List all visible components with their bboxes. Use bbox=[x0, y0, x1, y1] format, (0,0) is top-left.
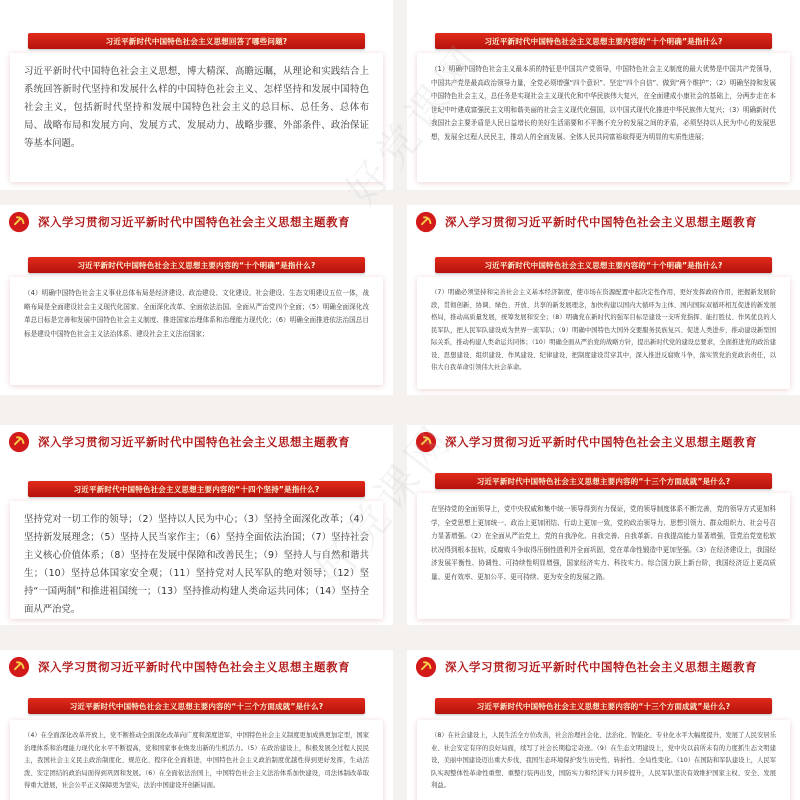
header-title: 深入学习贯彻习近平新时代中国特色社会主义思想主题教育 bbox=[445, 660, 757, 674]
question-ribbon bbox=[28, 481, 365, 497]
slide-1[interactable] bbox=[0, 0, 393, 190]
answer-card bbox=[417, 53, 790, 182]
slide-5[interactable] bbox=[0, 425, 393, 625]
question-ribbon bbox=[435, 473, 772, 489]
answer-text: （1）明确中国特色社会主义最本质的特征是中国共产党领导，中国特色社会主义制度的最大优势是中国共产党领导，中国共产党是最高政治领导力量，全党必须增强“四个意识”、坚定“四个自信”、做到“两个维护”；（2）明确坚持和发展中国特色社会主义，总任务是实现社会主义现代化和中华民族伟大复兴，在全面建成小康社会的基础上，分两步走在本世纪中叶建成富强民主文明和谐美丽的社会主义现代化强国，以中国式现代化推进中华民族伟大复兴；（3）明确新时代我国社会主要矛盾是人民日益增长的美好生活需要和不平衡不充分的发展之间的矛盾，必须坚持以人民为中心的发展思想，发展全过程人民民主，推动人的全面发展、全体人民共同富裕取得更为明显的实质性进展； bbox=[431, 65, 776, 141]
question-ribbon bbox=[435, 698, 772, 714]
slide-header bbox=[407, 425, 800, 459]
slide-header bbox=[0, 205, 393, 239]
answer-card bbox=[10, 501, 383, 619]
party-emblem-icon bbox=[8, 431, 30, 453]
header-title: 深入学习贯彻习近平新时代中国特色社会主义思想主题教育 bbox=[38, 660, 350, 674]
party-emblem-icon bbox=[415, 211, 437, 233]
question-text: 习近平新时代中国特色社会主义思想主要内容的“十个明确”是指什么? bbox=[484, 260, 723, 270]
slide-header bbox=[0, 425, 393, 459]
answer-text: 习近平新时代中国特色社会主义思想，博大精深、高瞻远瞩，从理论和实践结合上系统回答新时代坚持和发展什么样的中国特色社会主义、怎样坚持和发展中国特色社会主义，包括新时代坚持和发展中国特色社会主义的总目标、总任务、总体布局、战略布局和发展方向、发展方式、发展动力、战略步骤、外部条件、政治保证等基本问题。 bbox=[24, 66, 369, 149]
slide-8[interactable] bbox=[407, 650, 800, 800]
answer-card bbox=[10, 720, 383, 800]
answer-card bbox=[417, 493, 790, 619]
slide-header bbox=[0, 650, 393, 684]
header-title: 深入学习贯彻习近平新时代中国特色社会主义思想主题教育 bbox=[38, 215, 350, 229]
question-text: 习近平新时代中国特色社会主义思想主要内容的“十四个坚持”是指什么? bbox=[73, 484, 320, 494]
question-ribbon bbox=[28, 257, 365, 273]
slide-7[interactable] bbox=[0, 650, 393, 800]
answer-text: （8）在社会建设上，人民生活全方位改善，社会治理社会化、法治化、智能化、专业化水平大幅度提升，发展了人民安居乐业、社会安定有序的良好局面，续写了社会长期稳定奇迹。（9）在生态文明建设上，党中央以前所未有的力度抓生态文明建设，美丽中国建设迈出重大步伐，我国生态环境保护发生历史性、转折性、全局性变化。（10）在国防和军队建设上，人民军队实现整体性革命性重塑、重整行装再出发，国防实力和经济实力同步提升，人民军队坚决有效维护国家主权、安全、发展利益。 bbox=[431, 732, 776, 789]
party-emblem-icon bbox=[415, 656, 437, 678]
question-text: 习近平新时代中国特色社会主义思想主要内容的“十三个方面成就”是什么? bbox=[476, 476, 731, 486]
question-text: 习近平新时代中国特色社会主义思想主要内容的“十三个方面成就”是什么? bbox=[476, 701, 731, 711]
question-text: 习近平新时代中国特色社会主义思想主要内容的“十个明确”是指什么? bbox=[77, 260, 316, 270]
party-emblem-icon bbox=[8, 211, 30, 233]
answer-card bbox=[10, 277, 383, 385]
answer-text: 在坚持党的全面领导上，党中央权威和集中统一领导得到有力保证，党的领导制度体系不断完善，党的领导方式更加科学，全党思想上更加统一、政治上更加团结、行动上更加一致，党的政治领导力、思想引领力、群众组织力、社会号召力显著增强。（2）在全面从严治党上，党的自我净化、自我完善、自我革新、自我提高能力显著增强，管党治党宽松软状况得到根本扭转，反腐败斗争取得压倒性胜利并全面巩固，党在革命性锻造中更加坚强。（3）在经济建设上，我国经济发展平衡性、协调性、可持续性明显增强，国家经济实力、科技实力、综合国力跃上新台阶，我国经济迈上更高质量、更有效率、更加公平、更可持续、更为安全的发展之路。 bbox=[431, 505, 776, 581]
answer-text: （7）明确必须坚持和完善社会主义基本经济制度，使市场在资源配置中起决定性作用，更好发挥政府作用，把握新发展阶段，贯彻创新、协调、绿色、开放、共享的新发展理念，加快构建以国内大循环为主体、国内国际双循环相互促进的新发展格局，推动高质量发展，统筹发展和安全；（8）明确党在新时代的强军目标是建设一支听党指挥、能打胜仗、作风优良的人民军队，把人民军队建设成为世界一流军队；（9）明确中国特色大国外交要服务民族复兴、促进人类进步，推动建设新型国际关系，推动构建人类命运共同体；（10）明确全面从严治党的战略方针，提出新时代党的建设总要求，全面推进党的政治建设、思想建设、组织建设、作风建设、纪律建设，把制度建设贯穿其中，深入推进反腐败斗争，落实管党治党政治责任，以伟大自我革命引领伟大社会革命。 bbox=[431, 289, 776, 371]
answer-card bbox=[10, 53, 383, 182]
answer-card bbox=[417, 277, 790, 389]
answer-text: （4）明确中国特色社会主义事业总体布局是经济建设、政治建设、文化建设、社会建设、生态文明建设五位一体，战略布局是全面建设社会主义现代化国家、全面深化改革、全面依法治国、全面从严治党四个全面；（5）明确全面深化改革总目标是完善和发展中国特色社会主义制度、推进国家治理体系和治理能力现代化；（6）明确全面推进依法治国总目标是建设中国特色社会主义法治体系、建设社会主义法治国家； bbox=[24, 289, 369, 338]
header-title: 深入学习贯彻习近平新时代中国特色社会主义思想主题教育 bbox=[445, 215, 757, 229]
slide-2[interactable] bbox=[407, 0, 800, 190]
question-text: 习近平新时代中国特色社会主义思想主要内容的“十三个方面成就”是什么? bbox=[69, 701, 324, 711]
slide-4[interactable] bbox=[407, 205, 800, 395]
slide-header bbox=[407, 650, 800, 684]
party-emblem-icon bbox=[8, 656, 30, 678]
question-text: 习近平新时代中国特色社会主义思想主要内容的“十个明确”是指什么? bbox=[484, 36, 723, 46]
answer-text: 坚持党对一切工作的领导；（2）坚持以人民为中心；（3）坚持全面深化改革；（4）坚持新发展理念；（5）坚持人民当家作主；（6）坚持全面依法治国；（7）坚持社会主义核心价值体系；（8）坚持在发展中保障和改善民生；（9）坚持人与自然和谐共生；（10）坚持总体国家安全观；（11）坚持党对人民军队的绝对领导；（12）坚持“一国两制”和推进祖国统一；（13）坚持推动构建人类命运共同体；（14）坚持全面从严治党。 bbox=[24, 514, 369, 615]
question-ribbon bbox=[435, 257, 772, 273]
slide-3[interactable] bbox=[0, 205, 393, 395]
question-ribbon bbox=[28, 698, 365, 714]
answer-text: （4）在全面深化改革开放上，党不断推动全面深化改革向广度和深度进军，中国特色社会主义制度更加成熟更加定型，国家治理体系和治理能力现代化水平不断提高，党和国家事业焕发出新的生机活力。（5）在政治建设上，积极发展全过程人民民主，我国社会主义民主政治制度化、规范化、程序化全面推进，中国特色社会主义政治制度优越性得到更好发挥，生动活泼、安定团结的政治局面得到巩固和发展。（6）在全面依法治国上，中国特色社会主义法治体系加快建设，司法体制改革取得重大进展，社会公平正义保障更为坚实，法治中国建设开创新局面。 bbox=[24, 732, 369, 789]
header-title: 深入学习贯彻习近平新时代中国特色社会主义思想主题教育 bbox=[38, 435, 350, 449]
slide-6[interactable] bbox=[407, 425, 800, 625]
answer-card bbox=[417, 720, 790, 800]
slide-header bbox=[407, 205, 800, 239]
question-text: 习近平新时代中国特色社会主义思想回答了哪些问题? bbox=[105, 36, 288, 46]
header-title: 深入学习贯彻习近平新时代中国特色社会主义思想主题教育 bbox=[445, 435, 757, 449]
question-ribbon bbox=[435, 33, 772, 49]
question-ribbon bbox=[28, 33, 365, 49]
party-emblem-icon bbox=[415, 431, 437, 453]
